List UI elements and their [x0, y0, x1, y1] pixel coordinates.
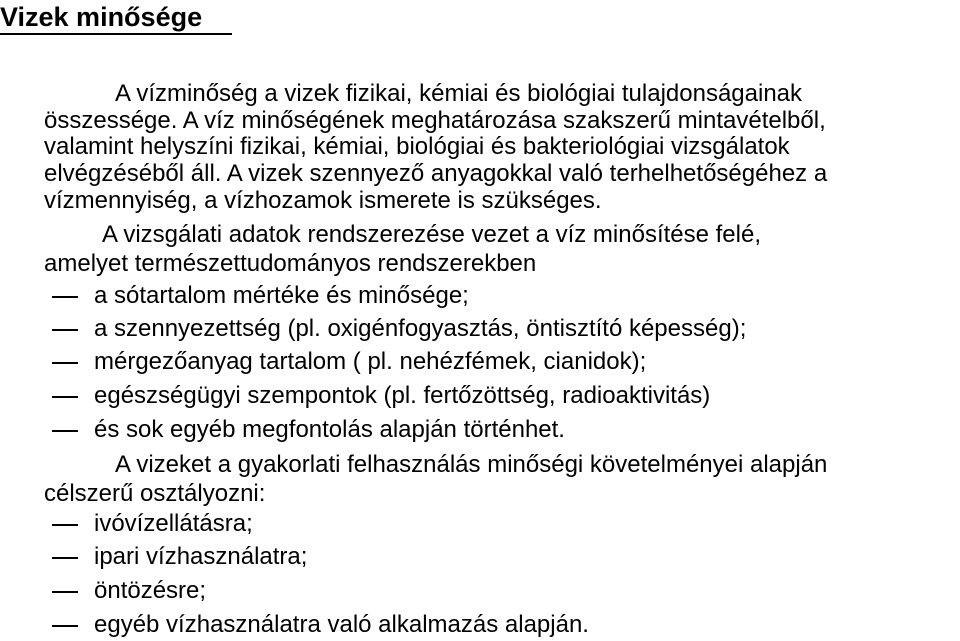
bullet-dash — [52, 430, 78, 432]
bullet-dash — [52, 362, 78, 364]
paragraph3-bullet-2: ipari vízhasználatra; — [94, 543, 308, 570]
bullet-dash — [52, 329, 78, 331]
paragraph2-line-2: amelyet természettudományos rendszerekben — [44, 250, 537, 277]
title-underline — [0, 33, 232, 35]
paragraph2-bullet-2: a szennyezettség (pl. oxigénfogyasztás, öntisztító képesség); — [94, 315, 747, 342]
bullet-dash — [52, 396, 78, 398]
paragraph3-bullet-1: ivóvízellátásra; — [94, 510, 253, 537]
paragraph1-line-3: valamint helyszíni fizikai, kémiai, biológiai és bakteriológiai vizsgálatok — [44, 133, 790, 160]
paragraph2-bullet-4: egészségügyi szempontok (pl. fertőzöttség, radioaktivitás) — [94, 382, 711, 409]
bullet-dash — [52, 524, 78, 526]
bullet-dash — [52, 591, 78, 593]
bullet-dash — [52, 296, 78, 298]
paragraph2-line-1: A vizsgálati adatok rendszerezése vezet a víz minősítése felé, — [102, 221, 762, 248]
paragraph3-bullet-4: egyéb vízhasználatra való alkalmazás alapján. — [94, 611, 589, 638]
paragraph3-line-1: A vizeket a gyakorlati felhasználás minőségi követelményei alapján — [115, 451, 828, 478]
bullet-dash — [52, 625, 78, 627]
paragraph2-bullet-1: a sótartalom mértéke és minősége; — [94, 282, 469, 309]
paragraph2-bullet-5: és sok egyéb megfontolás alapján történhet. — [94, 416, 565, 443]
bullet-dash — [52, 557, 78, 559]
paragraph3-bullet-3: öntözésre; — [94, 577, 207, 604]
paragraph1-line-4: elvégzéséből áll. A vizek szennyező anyagokkal való terhelhetőségéhez a — [44, 160, 828, 187]
paragraph1-line-2: összessége. A víz minőségének meghatározása szakszerű mintavételből, — [44, 107, 826, 134]
paragraph1-line-1: A vízminőség a vizek fizikai, kémiai és biológiai tulajdonságainak — [115, 80, 803, 107]
page-title: Vizek minősége — [0, 2, 203, 32]
paragraph3-line-2: célszerű osztályozni: — [44, 480, 266, 507]
paragraph1-line-5: vízmennyiség, a vízhozamok ismerete is szükséges. — [44, 187, 602, 214]
paragraph2-bullet-3: mérgezőanyag tartalom ( pl. nehézfémek, cianidok); — [94, 348, 647, 375]
